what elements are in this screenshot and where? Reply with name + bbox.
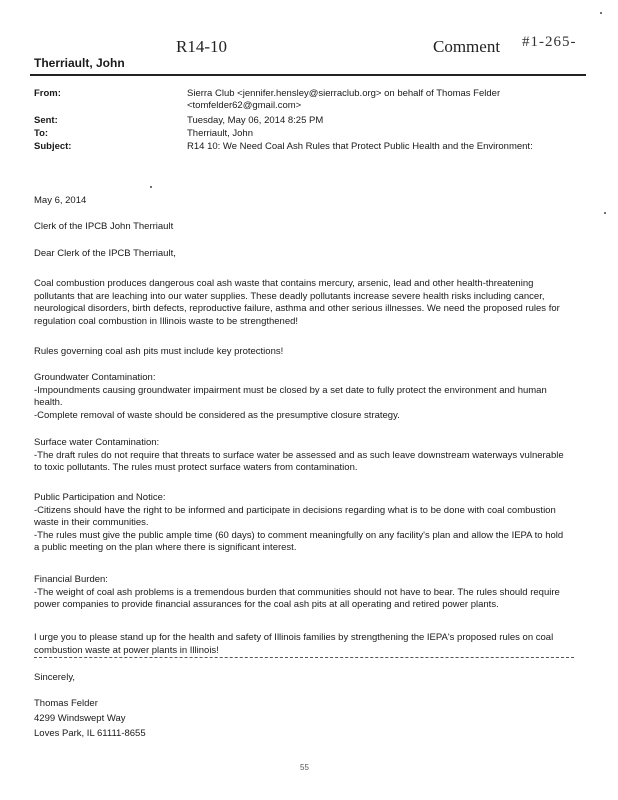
to-label: To: xyxy=(34,128,49,139)
letter-recipient: Clerk of the IPCB John Therriault xyxy=(34,221,174,232)
letter-date: May 6, 2014 xyxy=(34,195,87,206)
page-number: 55 xyxy=(300,763,309,772)
scan-speck xyxy=(150,186,152,188)
underline-scan-mark xyxy=(34,657,574,658)
intro-paragraph: Coal combustion produces dangerous coal ash waste that contains mercury, arsenic, lead and other health-threatening pollutants that are leaching into our water supplies. These deadly pollutants increase severe health risks including cancer, neurological disorders, birth defects, reproductive failure, asthma and other serious illnesses. We need the proposed rules for regulation coal combustion in Illinois waste to be strengthened! xyxy=(34,278,560,327)
scan-speck xyxy=(600,12,602,14)
financial-burden-item-1: -The weight of coal ash problems is a tremendous burden that communities should not have to bear. The rules should require power companies to provide financial assurances for the coal ash pits at all operating and retired power plants. xyxy=(34,586,560,610)
mailbox-owner: Therriault, John xyxy=(34,56,125,70)
signer-name: Thomas Felder xyxy=(34,698,98,709)
surface-water-heading: Surface water Contamination: xyxy=(34,437,160,448)
groundwater-item-1: -Impoundments causing groundwater impairment must be closed by a set date to fully protect the environment and human health. xyxy=(34,384,547,408)
scan-speck xyxy=(604,212,606,214)
public-participation-section xyxy=(34,492,564,555)
docket-number: R14-10 xyxy=(176,37,227,56)
public-participation-heading: Public Participation and Notice: xyxy=(34,492,166,503)
public-participation-item-1: -Citizens should have the right to be informed and participate in decisions regarding what is to be done with coal combustion waste in their communities. xyxy=(34,504,556,528)
public-participation-item-2: -The rules must give the public ample time (60 days) to comment meaningfully on any facility's plan and allow the IEPA to hold a public meeting on the plan where there is significant interest. xyxy=(34,529,564,553)
rules-line: Rules governing coal ash pits must include key protections! xyxy=(34,346,284,357)
letter-salutation: Dear Clerk of the IPCB Therriault, xyxy=(34,248,176,259)
signer-city: Loves Park, IL 61111-8655 xyxy=(34,728,146,739)
groundwater-heading: Groundwater Contamination: xyxy=(34,372,156,383)
groundwater-item-2: -Complete removal of waste should be considered as the presumptive closure strategy. xyxy=(34,409,400,421)
from-label: From: xyxy=(34,88,61,99)
comment-label: Comment xyxy=(433,37,501,56)
groundwater-section xyxy=(34,372,564,422)
comment-number: #1-265- xyxy=(522,34,577,50)
subject-label: Subject: xyxy=(34,141,72,152)
subject-value: R14 10: We Need Coal Ash Rules that Protect Public Health and the Environment: xyxy=(187,141,533,152)
sent-label: Sent: xyxy=(34,115,58,126)
financial-burden-section xyxy=(34,574,564,612)
signer-street: 4299 Windswept Way xyxy=(34,713,126,724)
sent-value: Tuesday, May 06, 2014 8:25 PM xyxy=(187,115,324,126)
to-value: Therriault, John xyxy=(187,128,254,139)
financial-burden-heading: Financial Burden: xyxy=(34,574,108,585)
from-value: Sierra Club <jennifer.hensley@sierraclub.org> on behalf of Thomas Felder <tomfelder62@gmail.com> xyxy=(187,88,501,111)
signoff: Sincerely, xyxy=(34,672,76,683)
closing-paragraph: I urge you to please stand up for the health and safety of Illinois families by strengthening the IEPA's proposed rules on coal combustion waste at power plants in Illinois! xyxy=(34,632,554,656)
header-rule xyxy=(30,74,586,76)
surface-water-section xyxy=(34,437,564,475)
surface-water-item-1: -The draft rules do not require that threats to surface water be assessed and as such leave downstream waterways vulnerable to toxic pollutants. The rules must protect surface waters from contamination. xyxy=(34,449,564,473)
